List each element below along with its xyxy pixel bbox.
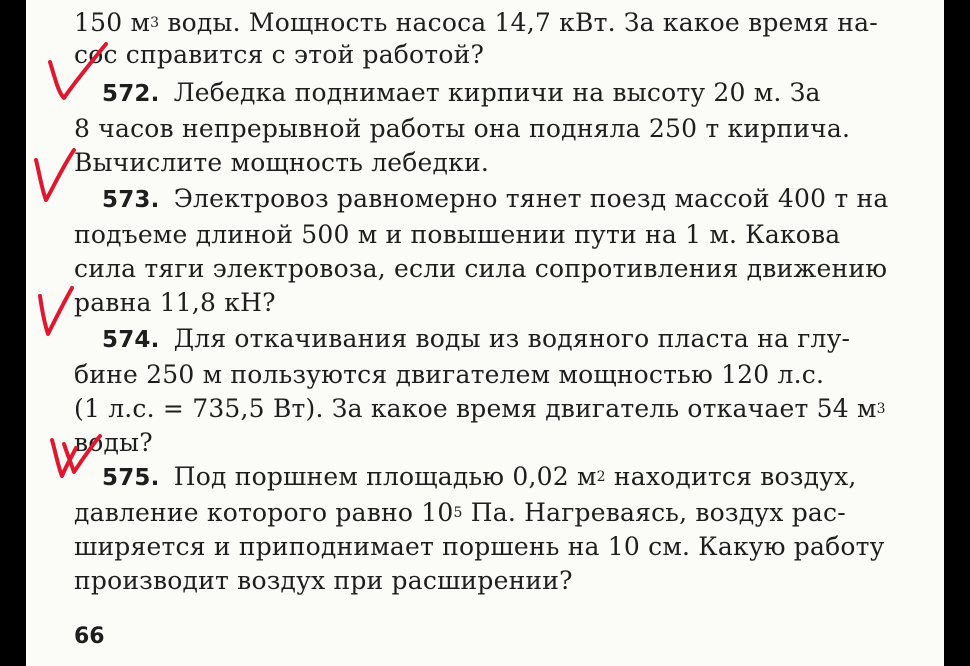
problem-572-line: [102, 78, 821, 107]
textbook-page: [26, 0, 944, 666]
text-fragment: воды. Мощность насоса 14,7 кВт. За какое время на-: [159, 8, 878, 37]
text-fragment: (1 л.с. = 735,5 Вт). За какое время двигатель откачает 54 м: [74, 394, 877, 423]
text-fragment: Под поршнем площадью 0,02 м: [165, 462, 597, 491]
text-fragment: подъеме длиной 500 м и повышении пути на 1 м. Какова: [74, 220, 841, 249]
superscript: 3: [876, 401, 886, 417]
problem-number-574: 574.: [102, 327, 160, 353]
text-line: [74, 360, 824, 389]
text-line: [74, 428, 153, 457]
text-fragment: Па. Нагреваясь, воздух рас-: [462, 498, 846, 527]
text-line: [74, 114, 850, 143]
text-line: [74, 288, 276, 317]
text-fragment: равна 11,8 кН?: [74, 288, 276, 317]
text-fragment: Электровоз равномерно тянет поезд массой 400 т на: [165, 184, 889, 213]
text-line: [74, 254, 887, 283]
problem-number-575: 575.: [102, 465, 160, 491]
text-line: [74, 498, 846, 527]
text-fragment: производит воздух при расширении?: [74, 566, 573, 595]
text-fragment: давление которого равно 10: [74, 498, 454, 527]
text-fragment: Вычислите мощность лебедки.: [74, 148, 489, 177]
text-line: [74, 532, 885, 561]
text-fragment: ширяется и приподнимает поршень на 10 см. Какую работу: [74, 532, 885, 561]
text-line: [74, 40, 484, 69]
text-fragment: Для откачивания воды из водяного пласта на глу-: [165, 324, 851, 353]
page-number: 66: [74, 624, 105, 649]
text-fragment: 8 часов непрерывной работы она подняла 250 т кирпича.: [74, 114, 851, 143]
text-line: [74, 8, 878, 37]
text-line: [74, 220, 840, 249]
text-fragment: сила тяги электровоза, если сила сопротивления движению: [74, 254, 888, 283]
problem-number-573: 573.: [102, 187, 160, 213]
text-fragment: воды?: [74, 428, 153, 457]
superscript: 2: [596, 469, 606, 485]
superscript: 5: [453, 505, 463, 521]
text-fragment: сос справится с этой работой?: [74, 40, 485, 69]
problem-575-line: [102, 462, 857, 491]
text-line: [74, 566, 573, 595]
text-fragment: 150 м: [74, 8, 151, 37]
text-line: [74, 148, 489, 177]
problem-574-line: [102, 324, 850, 353]
text-fragment: Лебедка поднимает кирпичи на высоту 20 м. За: [165, 78, 821, 107]
problem-number-572: 572.: [102, 81, 160, 107]
text-fragment: находится воздух,: [605, 462, 857, 491]
problem-573-line: [102, 184, 888, 213]
superscript: 3: [150, 15, 160, 31]
text-line: [74, 394, 886, 423]
text-fragment: бине 250 м пользуются двигателем мощностью 120 л.с.: [74, 360, 825, 389]
